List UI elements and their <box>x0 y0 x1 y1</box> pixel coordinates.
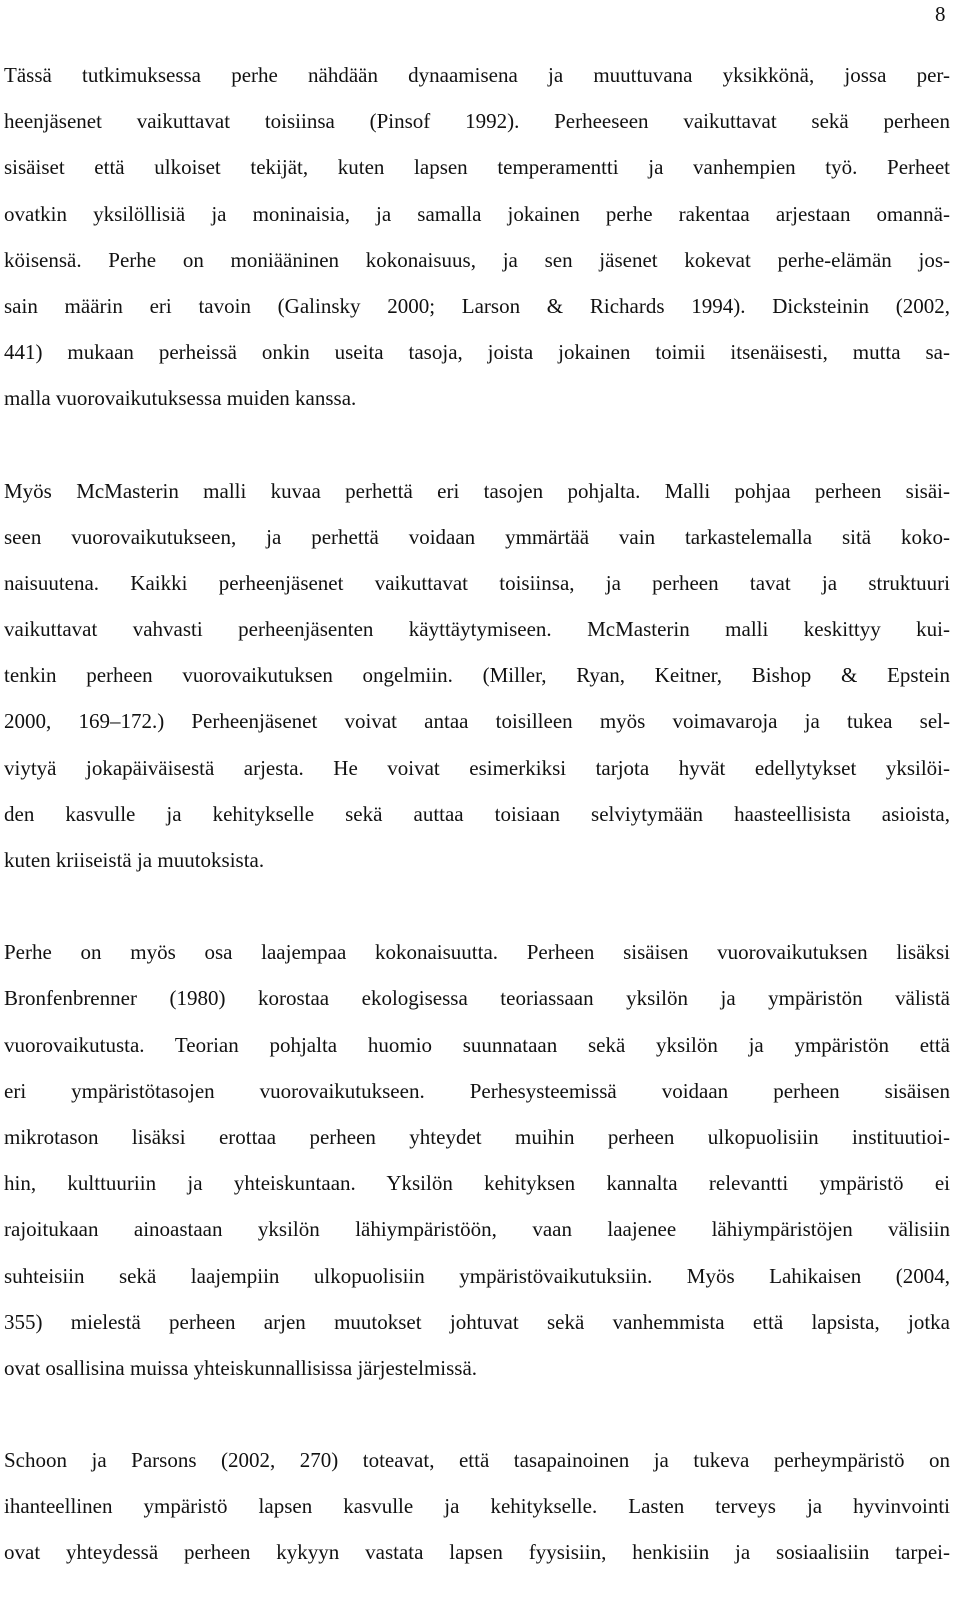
text-line: viytyä jokapäiväisestä arjesta. He voivat esimerkiksi tarjota hyvät edellytykset yksilöi- <box>4 755 950 780</box>
paragraph-2 <box>4 468 950 884</box>
text-line: ovat yhteydessä perheen kykyyn vastata lapsen fyysisiin, henkisiin ja sosiaalisiin tarpei- <box>4 1540 950 1565</box>
page-number: 8 <box>935 2 946 26</box>
text-line: naisuutena. Kaikki perheenjäsenet vaikuttavat toisiinsa, ja perheen tavat ja struktuuri <box>4 570 950 595</box>
paragraph-4 <box>4 1437 950 1576</box>
text-line: den kasvulle ja kehitykselle sekä auttaa toisiaan selviytymään haasteellisista asioista, <box>4 801 950 826</box>
text-line: 2000, 169–172.) Perheenjäsenet voivat antaa toisilleen myös voimavaroja ja tukea sel- <box>4 709 950 734</box>
text-line: Myös McMasterin malli kuvaa perhettä eri tasojen pohjalta. Malli pohjaa perheen sisäi- <box>4 478 950 503</box>
text-line: tenkin perheen vuorovaikutuksen ongelmiin. (Miller, Ryan, Keitner, Bishop & Epstein <box>4 663 950 688</box>
text-line: sisäiset että ulkoiset tekijät, kuten lapsen temperamentti ja vanhempien työ. Perheet <box>4 155 950 180</box>
text-line: seen vuorovaikutukseen, ja perhettä voidaan ymmärtää vain tarkastelemalla sitä koko- <box>4 524 950 549</box>
text-line: suhteisiin sekä laajempiin ulkopuolisiin ympäristövaikutuksiin. Myös Lahikaisen (2004, <box>4 1263 950 1288</box>
text-line: ihanteellinen ympäristö lapsen kasvulle ja kehitykselle. Lasten terveys ja hyvinvointi <box>4 1494 950 1519</box>
text-line: Perhe on myös osa laajempaa kokonaisuutta. Perheen sisäisen vuorovaikutuksen lisäksi <box>4 940 950 965</box>
text-line: hin, kulttuuriin ja yhteiskuntaan. Yksilön kehityksen kannalta relevantti ympäristö ei <box>4 1171 950 1196</box>
text-line: ovat osallisina muissa yhteiskunnallisissa järjestelmissä. <box>4 1355 478 1380</box>
text-line: heenjäsenet vaikuttavat toisiinsa (Pinsof 1992). Perheeseen vaikuttavat sekä perheen <box>4 109 950 134</box>
text-line: köisensä. Perhe on moniääninen kokonaisuus, ja sen jäsenet kokevat perhe-elämän jos- <box>4 247 950 272</box>
text-line: 355) mielestä perheen arjen muutokset johtuvat sekä vanhemmista että lapsista, jotka <box>4 1309 950 1334</box>
text-line: Tässä tutkimuksessa perhe nähdään dynaamisena ja muuttuvana yksikkönä, jossa per- <box>4 63 950 87</box>
text-line: ovatkin yksilöllisiä ja moninaisia, ja samalla jokainen perhe rakentaa arjestaan omannä- <box>4 201 950 226</box>
paragraph-3 <box>4 929 950 1391</box>
text-line: vaikuttavat vahvasti perheenjäsenten käyttäytymiseen. McMasterin malli keskittyy kui- <box>4 617 950 642</box>
text-line: kuten kriiseistä ja muutoksista. <box>4 848 265 872</box>
document-body <box>4 52 950 1622</box>
text-line: malla vuorovaikutuksessa muiden kanssa. <box>4 386 357 411</box>
text-line: vuorovaikutusta. Teorian pohjalta huomio suunnataan sekä yksilön ja ympäristön että <box>4 1032 950 1057</box>
text-line: sain määrin eri tavoin (Galinsky 2000; Larson & Richards 1994). Dicksteinin (2002, <box>4 293 950 318</box>
text-line: Schoon ja Parsons (2002, 270) toteavat, että tasapainoinen ja tukeva perheympäristö on <box>4 1448 950 1473</box>
text-line: eri ympäristötasojen vuorovaikutukseen. Perhesysteemissä voidaan perheen sisäisen <box>4 1078 950 1103</box>
text-line: rajoitukaan ainoastaan yksilön lähiympäristöön, vaan laajenee lähiympäristöjen välisiin <box>4 1217 950 1242</box>
text-line: mikrotason lisäksi erottaa perheen yhteydet muihin perheen ulkopuolisiin instituutioi- <box>4 1124 950 1149</box>
paragraph-1 <box>4 52 950 422</box>
text-line: 441) mukaan perheissä onkin useita tasoja, joista jokainen toimii itsenäisesti, mutta sa- <box>4 340 950 365</box>
text-line: Bronfenbrenner (1980) korostaa ekologisessa teoriassaan yksilön ja ympäristön välistä <box>4 986 950 1011</box>
